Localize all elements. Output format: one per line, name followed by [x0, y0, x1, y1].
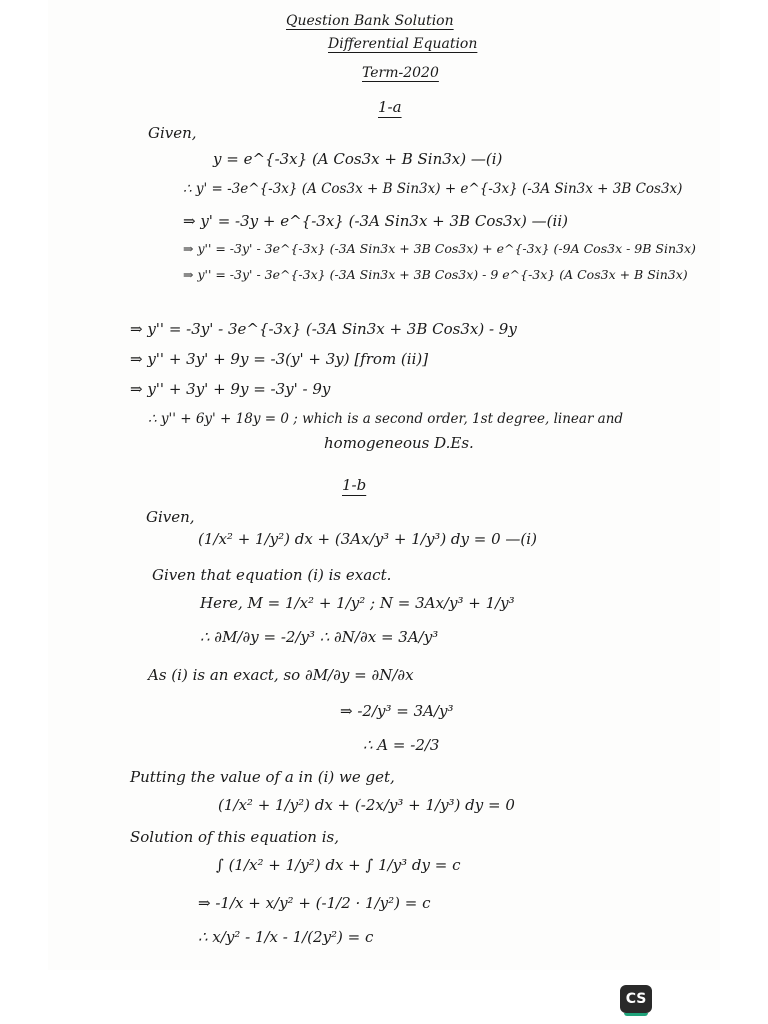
section-b-line: (1/x² + 1/y²) dx + (-2x/y³ + 1/y³) dy = 0 [218, 796, 515, 814]
section-b-line: ∴ ∂M/∂y = -2/y³ ∴ ∂N/∂x = 3A/y³ [200, 628, 439, 646]
section-a-line: Given, [148, 124, 197, 142]
camscanner-logo-icon: CS [620, 985, 652, 1013]
section-b-heading: 1-b [342, 476, 367, 494]
section-a-line: y = e^{-3x} (A Cos3x + B Sin3x) —(i) [213, 150, 503, 168]
section-b-line: ∫ (1/x² + 1/y²) dx + ∫ 1/y³ dy = c [216, 856, 461, 874]
section-b-line: Solution of this equation is, [130, 828, 339, 846]
section-b-line: ∴ x/y² - 1/x - 1/(2y²) = c [198, 928, 374, 946]
document-term: Term-2020 [362, 65, 439, 81]
section-b-line: Given that equation (i) is exact. [152, 566, 392, 584]
section-a-line: ⇒ y' = -3y + e^{-3x} (-3A Sin3x + 3B Cos3x) —(ii) [183, 212, 568, 230]
document-title: Question Bank Solution [286, 13, 454, 29]
section-a-line: ⇒ y'' = -3y' - 3e^{-3x} (-3A Sin3x + 3B Cos3x) - 9 e^{-3x} (A Cos3x + B Sin3x) [183, 267, 688, 282]
section-a-line: ∴ y'' + 6y' + 18y = 0 ; which is a second order, 1st degree, linear and [148, 411, 624, 427]
section-b-line: (1/x² + 1/y²) dx + (3Ax/y³ + 1/y³) dy = 0 —(i) [198, 530, 537, 548]
section-a-heading: 1-a [378, 98, 402, 116]
section-a-line: ⇒ y'' = -3y' - 3e^{-3x} (-3A Sin3x + 3B Cos3x) - 9y [130, 320, 517, 338]
scanned-page [48, 0, 720, 970]
document-subject: Differential Equation [328, 36, 478, 52]
section-b-line: Here, M = 1/x² + 1/y² ; N = 3Ax/y³ + 1/y³ [200, 594, 515, 612]
section-b-line: Putting the value of a in (i) we get, [130, 768, 395, 786]
section-a-line: ⇒ y'' = -3y' - 3e^{-3x} (-3A Sin3x + 3B Cos3x) + e^{-3x} (-9A Cos3x - 9B Sin3x) [183, 241, 696, 256]
section-b-line: Given, [146, 508, 195, 526]
section-b-line: As (i) is an exact, so ∂M/∂y = ∂N/∂x [148, 666, 414, 684]
section-b-line: ⇒ -2/y³ = 3A/y³ [340, 702, 454, 720]
section-a-line: ⇒ y'' + 3y' + 9y = -3(y' + 3y) [from (ii)] [130, 350, 429, 368]
section-a-line: homogeneous D.Es. [324, 434, 474, 452]
section-a-line: ⇒ y'' + 3y' + 9y = -3y' - 9y [130, 380, 331, 398]
section-a-line: ∴ y' = -3e^{-3x} (A Cos3x + B Sin3x) + e^{-3x} (-3A Sin3x + 3B Cos3x) [183, 181, 683, 197]
section-b-line: ∴ A = -2/3 [363, 736, 440, 754]
section-b-line: ⇒ -1/x + x/y² + (-1/2 · 1/y²) = c [198, 894, 431, 912]
